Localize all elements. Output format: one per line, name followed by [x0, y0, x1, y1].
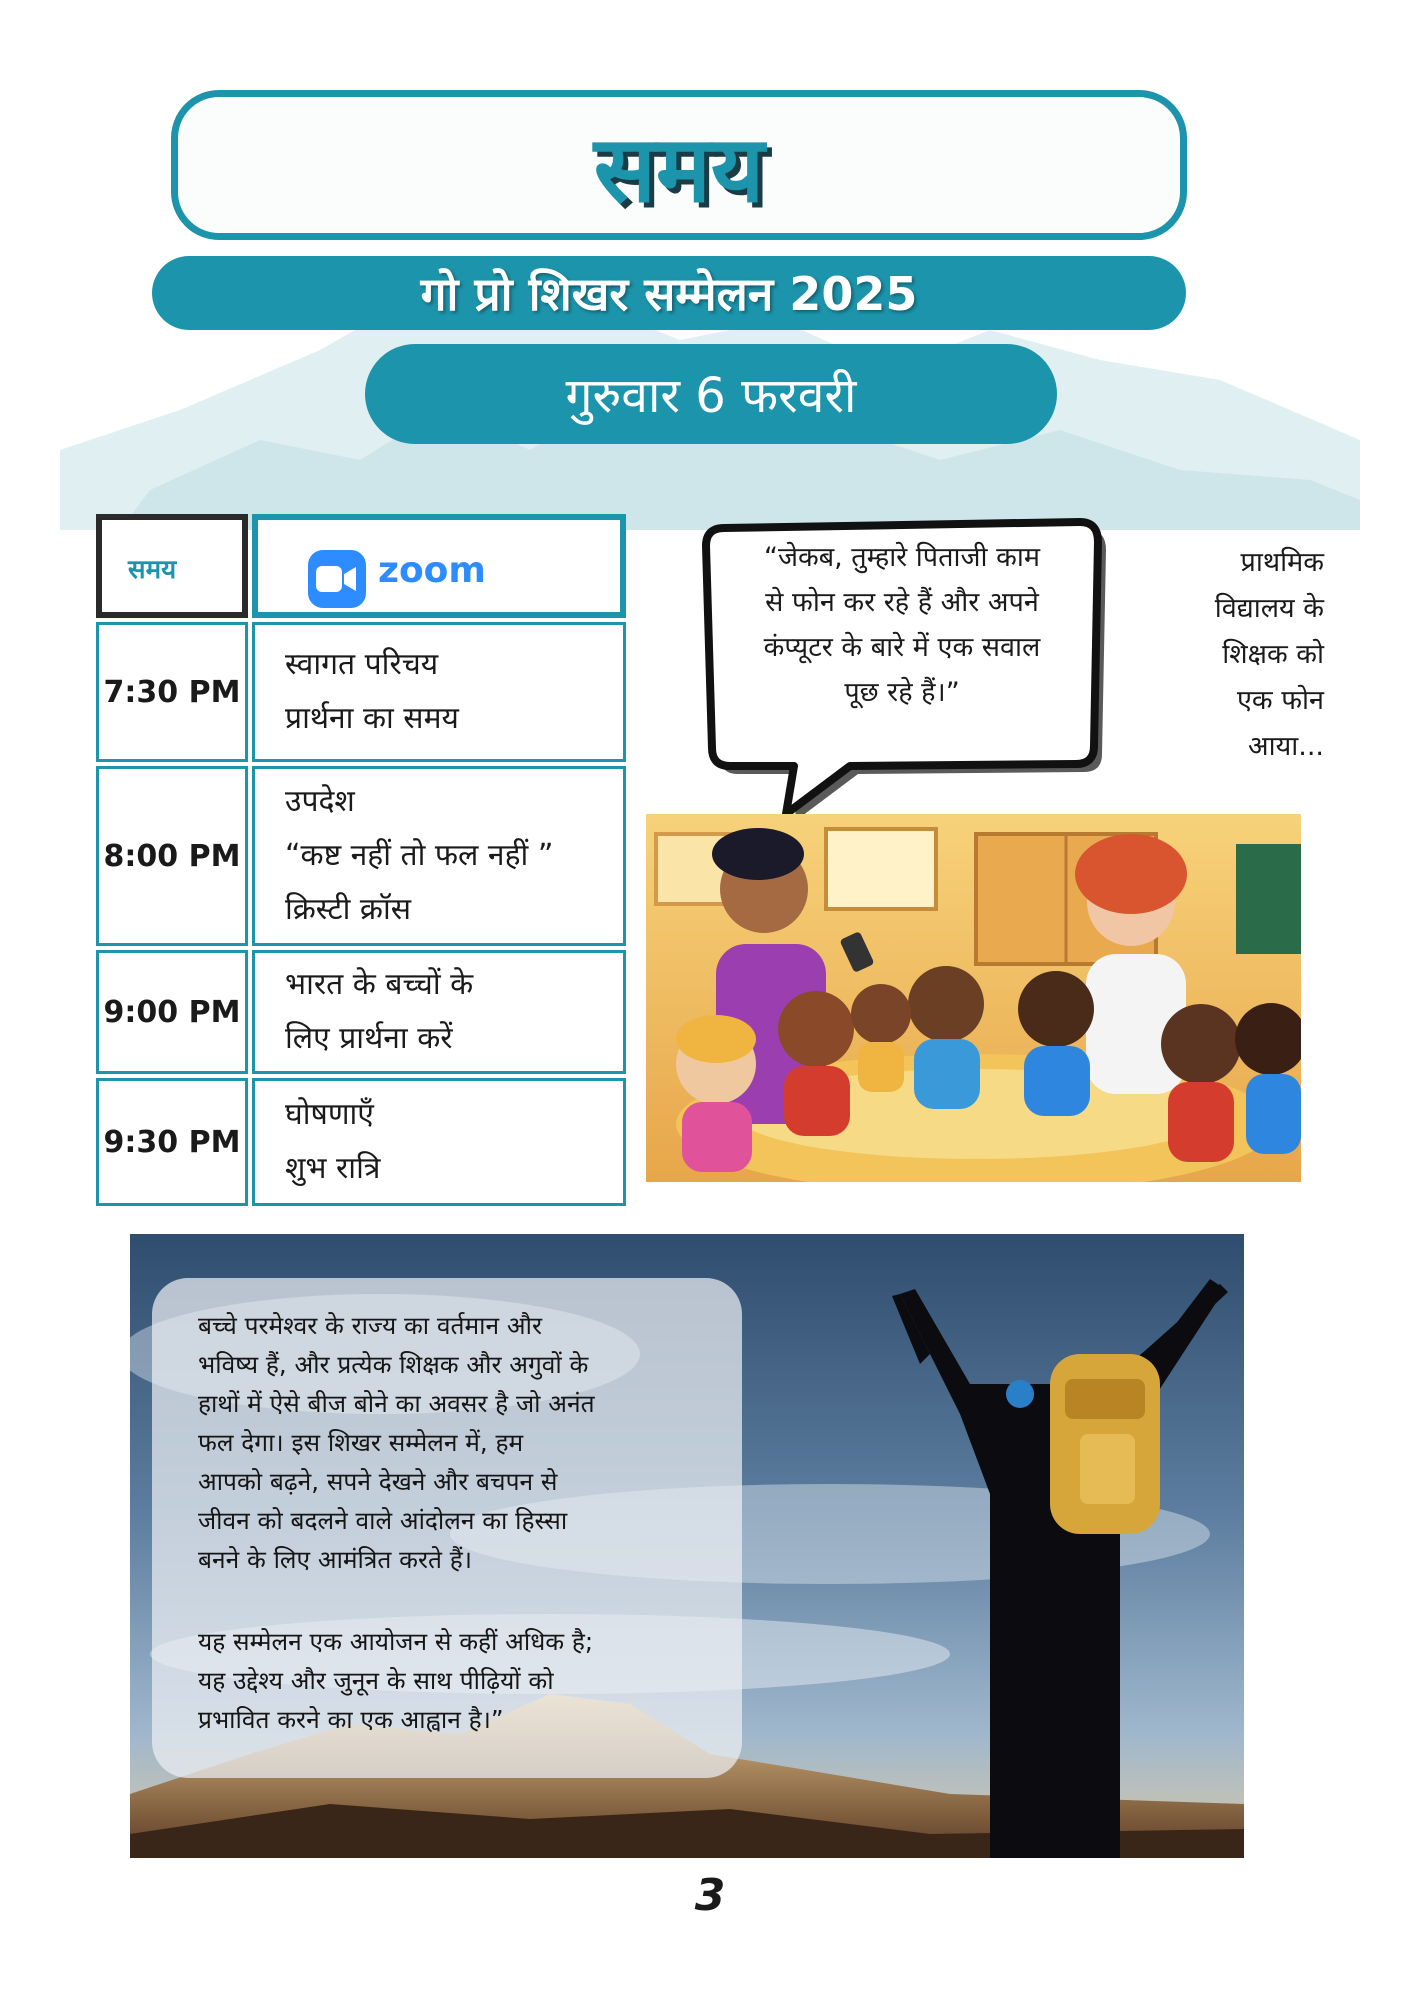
- table-desc-cell: [252, 950, 626, 1074]
- caption-line: शिक्षक को: [1222, 639, 1324, 670]
- bubble-text: [722, 535, 1082, 715]
- quote-line: फल देगा। इस शिखर सम्मेलन में, हम: [198, 1428, 524, 1457]
- caption-line: प्राथमिक: [1240, 547, 1324, 578]
- quote-line: बनने के लिए आमंत्रित करते हैं।: [198, 1545, 473, 1574]
- classroom-illustration: [646, 814, 1301, 1182]
- event-banner: [152, 256, 1186, 330]
- caption-line: विद्यालय के: [1214, 593, 1324, 624]
- title-box: [171, 90, 1187, 240]
- time-label: 9:00 PM: [103, 994, 241, 1030]
- quote-line: भविष्य हैं, और प्रत्येक शिक्षक और अगुवों के: [198, 1350, 589, 1379]
- event-date: गुरुवार 6 फरवरी: [565, 367, 857, 424]
- time-label: 9:30 PM: [103, 1124, 241, 1160]
- quote-line: बच्चे परमेश्वर के राज्य का वर्तमान और: [198, 1311, 542, 1340]
- zoom-wordmark: zoom: [378, 550, 486, 591]
- table-header-time: [96, 514, 248, 618]
- desc-line: घोषणाएँ: [285, 1097, 374, 1132]
- quote-line: हाथों में ऐसे बीज बोने का अवसर है जो अनंत: [198, 1389, 595, 1418]
- table-desc-cell: [252, 766, 626, 946]
- table-time-cell: [96, 1078, 248, 1206]
- time-label: 8:00 PM: [103, 838, 241, 874]
- time-label: 7:30 PM: [103, 674, 241, 710]
- quote-line: यह सम्मेलन एक आयोजन से कहीं अधिक है;: [198, 1627, 594, 1656]
- caption-line: आया...: [1248, 731, 1324, 762]
- desc-line: “कष्ट नहीं तो फल नहीं ”: [285, 838, 554, 873]
- desc-line: प्रार्थना का समय: [285, 701, 459, 736]
- bubble-line: से फोन कर रहे हैं और अपने: [765, 587, 1039, 618]
- table-desc-cell: [252, 1078, 626, 1206]
- zoom-logo-icon: [308, 550, 366, 608]
- table-time-cell: [96, 622, 248, 762]
- desc-line: लिए प्रार्थना करें: [285, 1021, 453, 1056]
- desc-line: स्वागत परिचय: [285, 647, 439, 682]
- table-time-cell: [96, 950, 248, 1074]
- desc-line: उपदेश: [285, 784, 355, 819]
- bubble-line: कंप्यूटर के बारे में एक सवाल: [763, 632, 1041, 663]
- table-header-zoom: [252, 514, 626, 618]
- table-desc-cell: [252, 622, 626, 762]
- page-number: 3: [694, 1870, 726, 1921]
- quote-paragraph: [198, 1306, 738, 1579]
- bubble-line: पूछ रहे हैं।”: [844, 677, 960, 708]
- quote-line: यह उद्देश्य और जुनून के साथ पीढ़ियों को: [198, 1666, 554, 1695]
- quote-box: [152, 1278, 742, 1778]
- story-caption: [1128, 540, 1324, 770]
- quote-line: आपको बढ़ने, सपने देखने और बचपन से: [198, 1467, 558, 1496]
- event-name: गो प्रो शिखर सम्मेलन 2025: [420, 267, 918, 321]
- table-header-time-label: समय: [128, 555, 177, 585]
- desc-line: भारत के बच्चों के: [285, 967, 474, 1002]
- page-title: समय: [593, 115, 765, 223]
- quote-paragraph: [198, 1622, 738, 1739]
- date-banner: [365, 344, 1057, 444]
- bubble-line: “जेकब, तुम्हारे पिताजी काम: [763, 542, 1041, 573]
- table-time-cell: [96, 766, 248, 946]
- desc-line: क्रिस्टी क्रॉस: [285, 892, 411, 927]
- quote-line: प्रभावित करने का एक आह्वान है।”: [198, 1705, 504, 1734]
- quote-line: जीवन को बदलने वाले आंदोलन का हिस्सा: [198, 1506, 568, 1535]
- caption-line: एक फोन: [1236, 685, 1324, 716]
- desc-line: शुभ रात्रि: [285, 1151, 381, 1186]
